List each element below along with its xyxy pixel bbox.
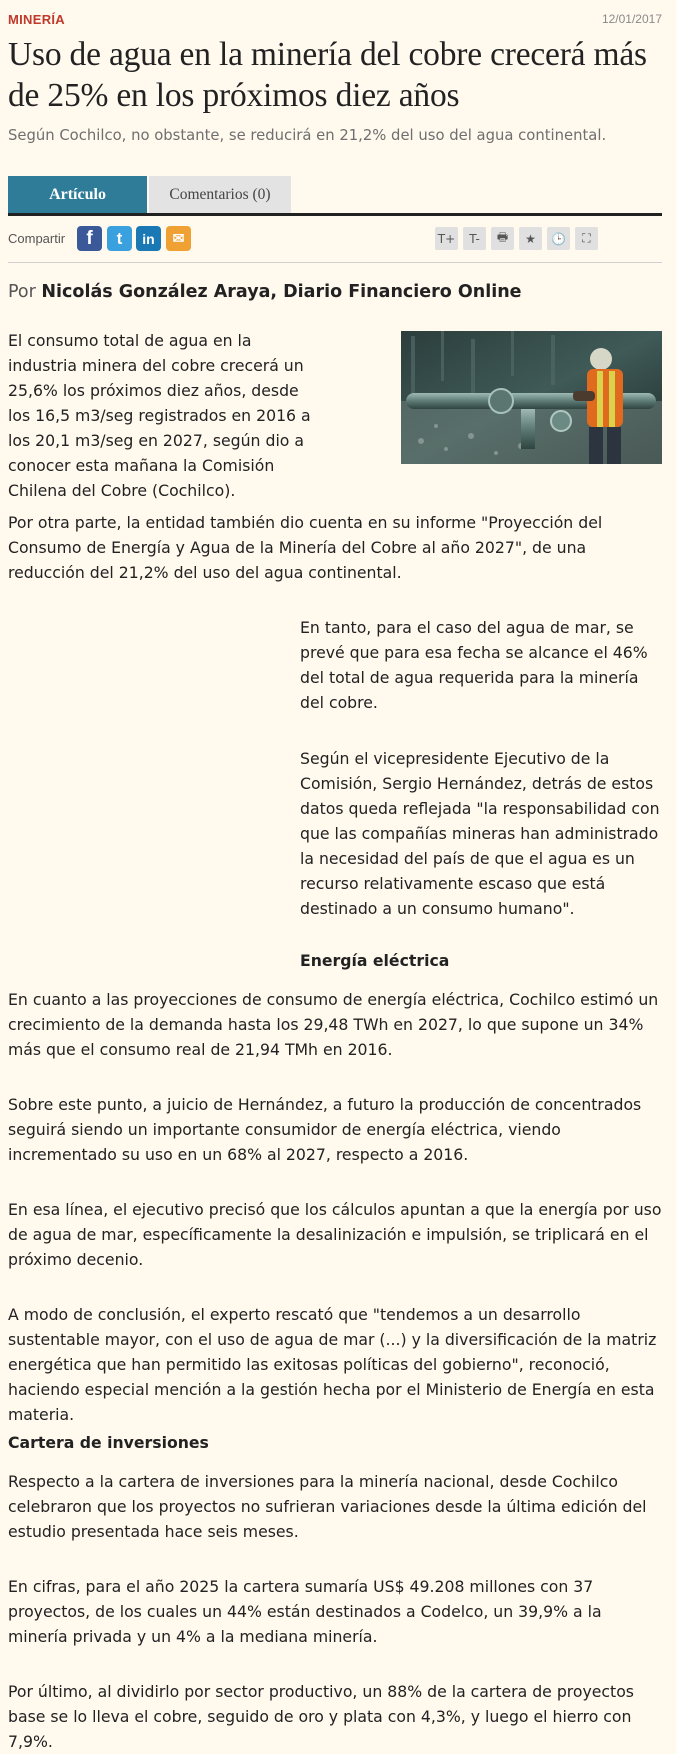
clock-icon[interactable]: 🕒 [547,227,570,250]
body-paragraph: En cuanto a las proyecciones de consumo de energía eléctrica, Cochilco estimó un crecimiento de la demanda hasta los 29,48 TWh en 2027, lo que supone un 34% más que el consumo real de 21,94 TMh en 2016. [8,990,659,1059]
twitter-icon[interactable]: t [107,226,132,251]
body-paragraph: En cifras, para el año 2025 la cartera sumaría US$ 49.208 millones con 37 proyectos, de los cuales un 44% están destinados a Codelco, un 39,9% a la minería privada y un 4% a la mediana minería. [8,1577,602,1646]
article-topline [8,0,662,34]
share-toolbar [8,216,662,263]
body-paragraph: Según el vicepresidente Ejecutivo de la Comisión, Sergio Hernández, detrás de estos datos queda reflejada "la responsabilidad con que las compañías mineras han administrado la necesidad del país de que el agua es un recurso relativamente escaso que está destinado a un consumo humano". [300,749,660,918]
article-container [8,0,662,303]
email-icon[interactable]: ✉ [166,226,191,251]
expand-icon[interactable]: ⛶ [575,227,598,250]
share-label: Compartir [8,231,66,246]
body-paragraph: Por último, al dividirlo por sector productivo, un 88% de la cartera de proyectos base se lo lleva el cobre, seguido de oro y plata con 4,3%, y luego el hierro con 7,9%. [8,1682,634,1751]
body-paragraph: Respecto a la cartera de inversiones para la minería nacional, desde Cochilco celebraron que los proyectos no sufrieran variaciones desde la última edición del estudio presentada hace seis meses. [8,1472,647,1541]
tab-article[interactable]: Artículo [8,176,147,213]
tab-comments[interactable]: Comentarios (0) [149,176,291,213]
section-label[interactable]: MINERÍA [8,12,65,27]
print-icon[interactable]: 🖶 [491,227,514,250]
publish-date: 12/01/2017 [601,12,662,26]
subheading-energia: Energía eléctrica [300,951,450,970]
body-paragraph: A modo de conclusión, el experto rescató que "tendemos a un desarrollo sustentable mayor, con el uso de agua de mar (...) y la diversificación de la matriz energética que han permitido las exitosas políticas del gobierno", reconoció, haciendo especial mención a la gestión hecha por el Ministerio de Energía en esta materia. [8,1305,657,1424]
article-photo[interactable] [401,331,662,464]
body-paragraph: En esa línea, el ejecutivo precisó que los cálculos apuntan a que la energía por uso de agua de mar, específicamente la desalinización e impulsión, se triplicará en el próximo decenio. [8,1200,662,1269]
article-tabs [8,176,662,216]
article-title: Uso de agua en la minería del cobre crecerá más de 25% en los próximos diez años [8,36,647,114]
body-paragraph: Sobre este punto, a juicio de Hernández, a futuro la producción de concentrados seguirá siendo un importante consumidor de energía eléctrica, viendo incrementado su uso en un 68% al 2027, respecto a 2016. [8,1095,642,1164]
subheading-cartera: Cartera de inversiones [8,1433,209,1452]
linkedin-icon[interactable]: in [136,226,161,251]
body-paragraph: En tanto, para el caso del agua de mar, se prevé que para esa fecha se alcance el 46% del total de agua requerida para la minería del cobre. [300,618,648,712]
byline-prefix: Por [8,282,42,302]
byline-author[interactable]: Nicolás González Araya, Diario Financiero Online [41,282,522,302]
byline [8,281,662,303]
font-decrease-icon[interactable]: T- [463,227,486,250]
body-paragraph: Por otra parte, la entidad también dio cuenta en su informe "Proyección del Consumo de Energía y Agua de la Minería del Cobre al año 2027", de una reducción del 21,2% del uso del agua continental. [8,513,603,582]
article-subtitle: Según Cochilco, no obstante, se reducirá en 21,2% del uso del agua continental. [8,127,607,144]
facebook-icon[interactable]: f [77,226,102,251]
font-increase-icon[interactable]: T+ [435,227,458,250]
star-icon[interactable]: ★ [519,227,542,250]
body-paragraph: El consumo total de agua en la industria minera del cobre crecerá un 25,6% los próximos diez años, desde los 16,5 m3/seg registrados en 2016 a los 20,1 m3/seg en 2027, según dio a conocer esta mañana la Comisión Chilena del Cobre (Cochilco). [8,331,311,500]
